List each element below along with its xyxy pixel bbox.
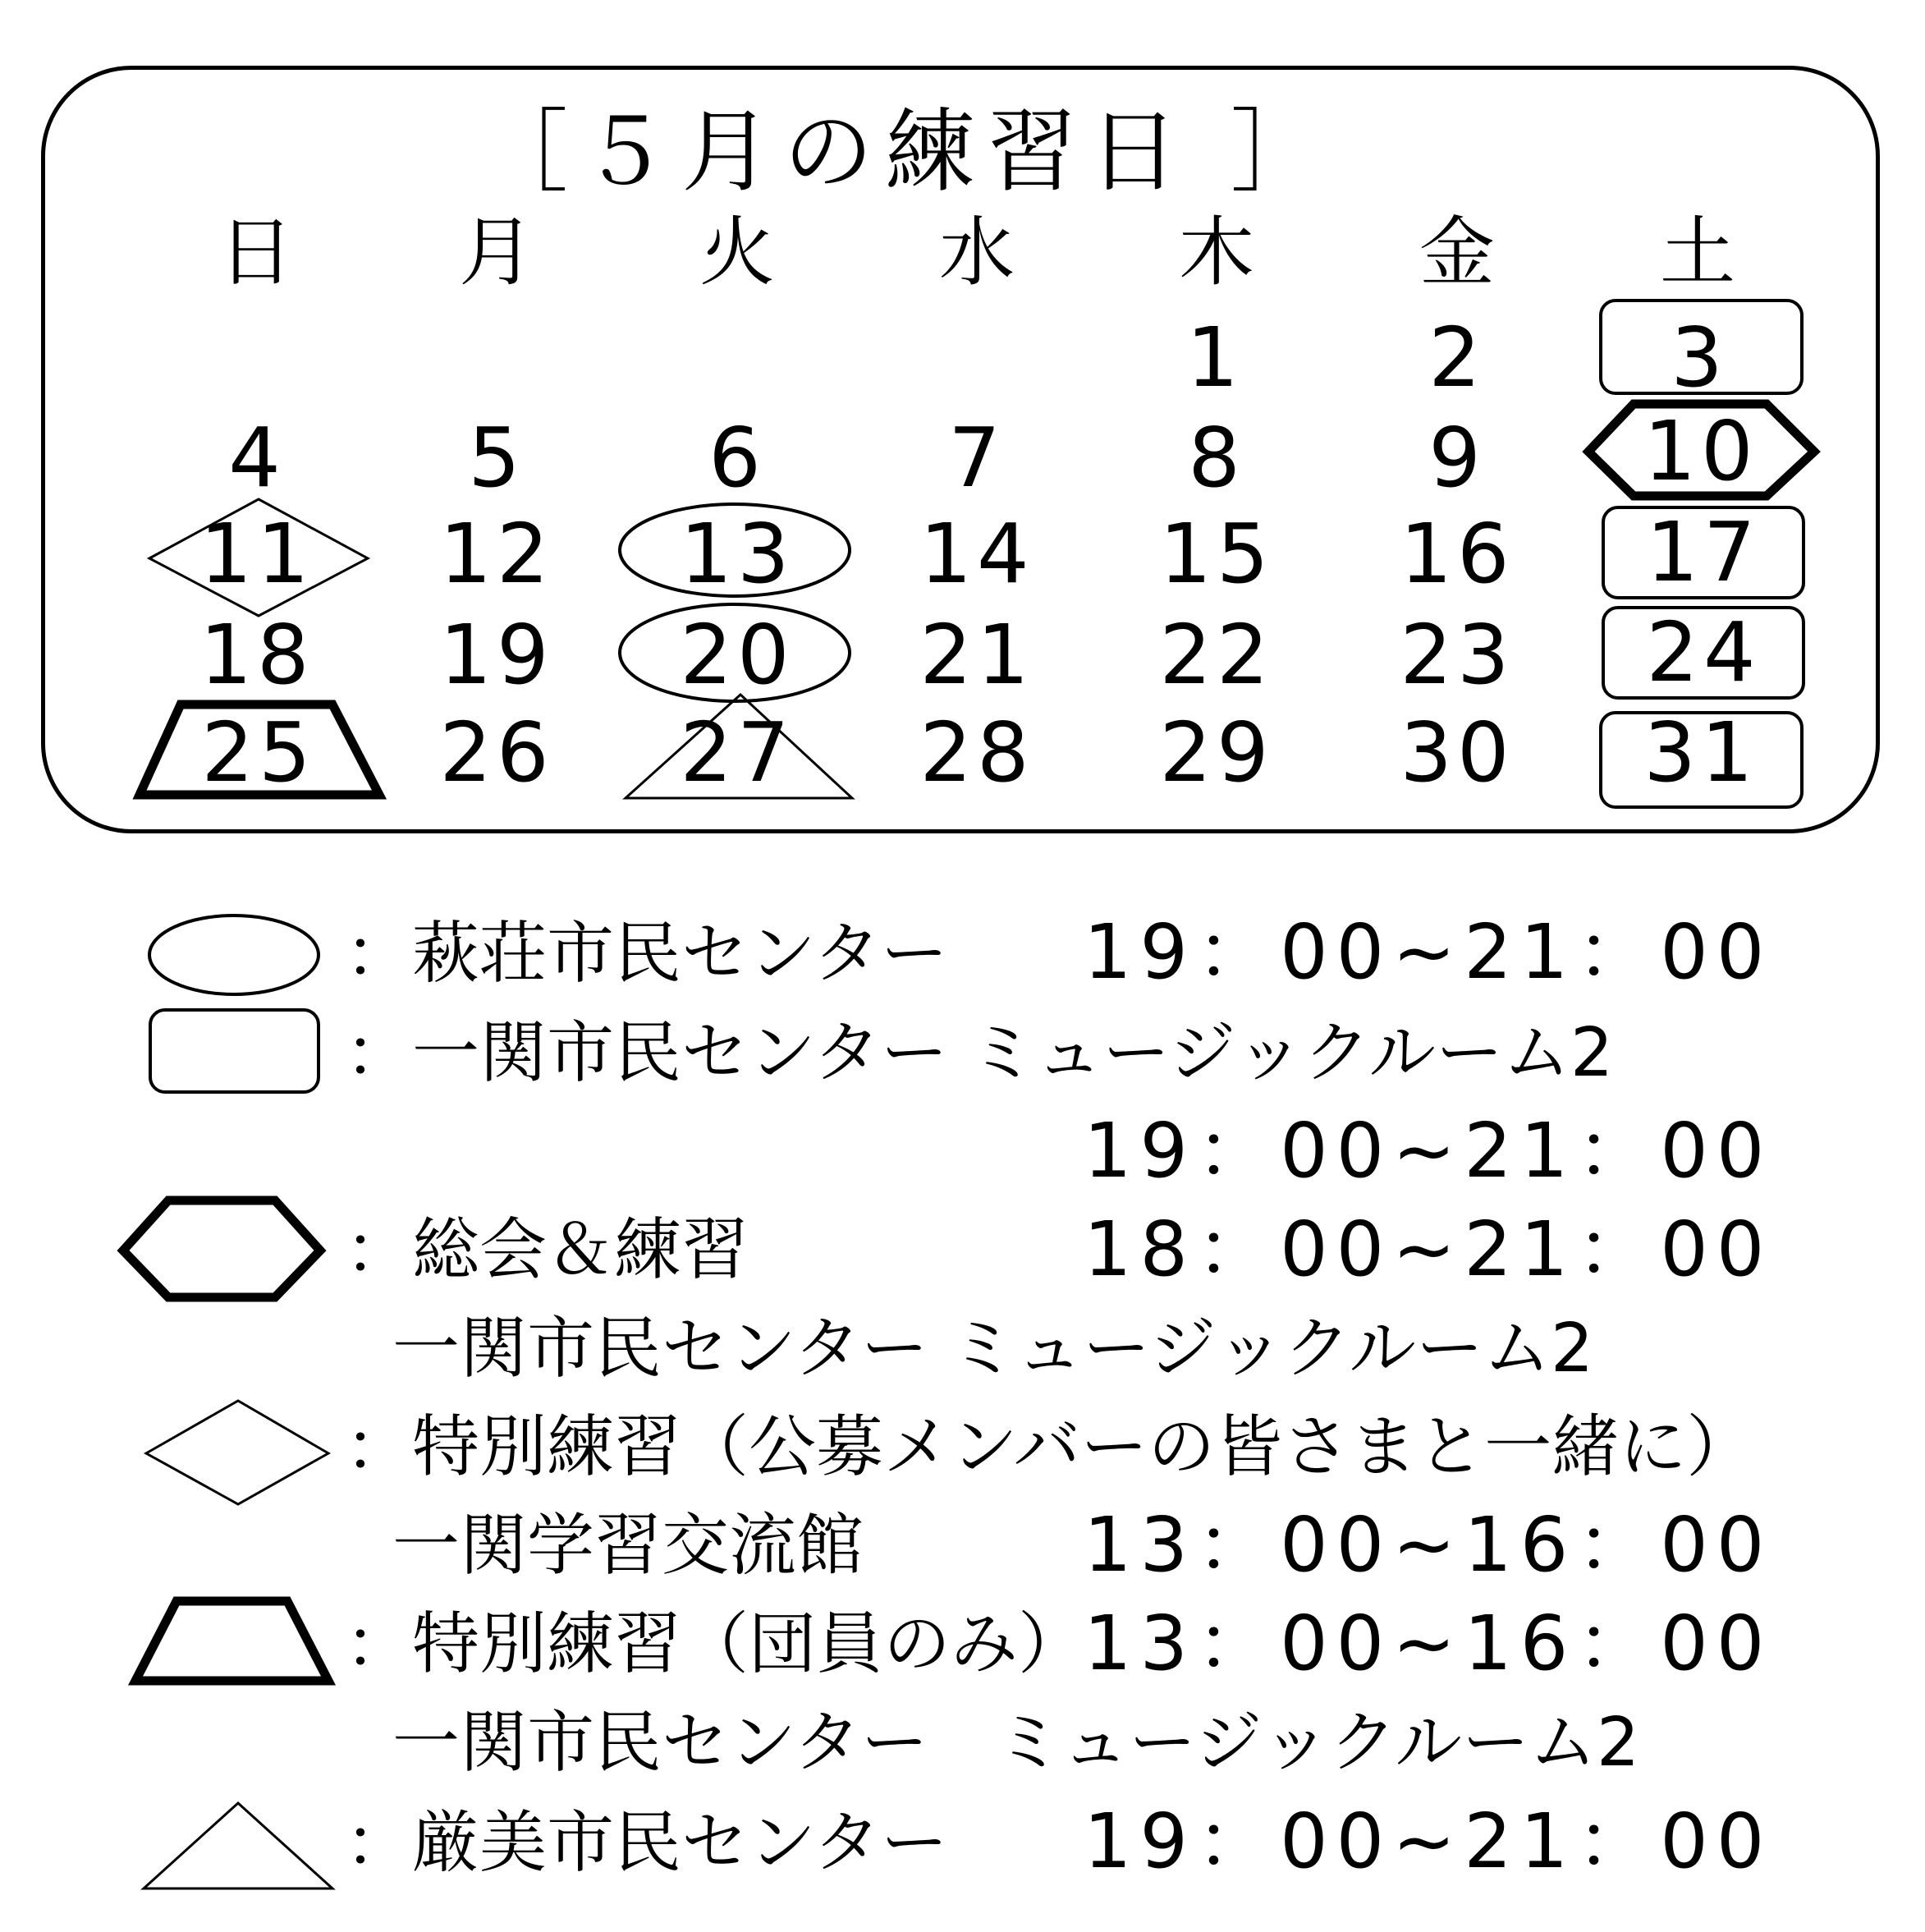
day-22[interactable]: 22 [1159,607,1274,703]
weekday-mon: 月 [458,209,534,296]
weekday-sun: 日 [218,209,294,296]
day-31[interactable]: 31 [1643,704,1758,801]
weekday-sat: 土 [1659,209,1735,296]
day-30[interactable]: 30 [1400,704,1515,801]
day-2[interactable]: 2 [1428,310,1486,406]
weekday-fri: 金 [1419,209,1495,296]
day-14[interactable]: 14 [919,506,1034,602]
day-5[interactable]: 5 [468,410,525,506]
day-26[interactable]: 26 [439,704,554,801]
legend-diamond-time: 13：00~16：00 [1084,1501,1773,1589]
legend-hexagon-label: ：総会＆練習 [345,1211,749,1289]
legend-trapezoid-location: 一関市民センター ミュージックルーム2 [392,1704,1640,1782]
day-21[interactable]: 21 [919,607,1034,703]
day-23[interactable]: 23 [1400,607,1515,703]
day-28[interactable]: 28 [919,704,1034,801]
day-6[interactable]: 6 [708,410,766,506]
day-10[interactable]: 10 [1643,403,1758,499]
legend-rounded-rect-label: ：一関市民センター ミュージックルーム2 [345,1014,1614,1092]
legend-diamond-location: 一関学習交流館 [392,1507,864,1585]
day-13[interactable]: 13 [680,506,795,602]
day-24[interactable]: 24 [1646,604,1761,700]
day-4[interactable]: 4 [228,410,286,506]
legend-trapezoid-time: 13：00~16：00 [1084,1599,1773,1687]
day-7[interactable]: 7 [948,410,1006,506]
day-27[interactable]: 27 [680,704,795,801]
legend-rounded-rect-icon [150,1010,319,1092]
day-3[interactable]: 3 [1671,310,1728,406]
day-12[interactable]: 12 [439,506,554,602]
legend-diamond-icon [146,1401,328,1504]
legend-trapezoid-icon [135,1601,328,1681]
legend-hexagon-location: 一関市民センター ミュージックルーム2 [392,1310,1594,1388]
legend-ellipse-icon [149,916,319,994]
day-1[interactable]: 1 [1186,310,1244,406]
day-8[interactable]: 8 [1188,410,1245,506]
day-15[interactable]: 15 [1159,506,1274,602]
legend-hexagon-icon [123,1200,320,1297]
weekday-tue: 火 [699,209,775,296]
day-16[interactable]: 16 [1400,506,1515,602]
day-18[interactable]: 18 [199,607,314,703]
day-11[interactable]: 11 [199,506,314,602]
day-29[interactable]: 29 [1159,704,1274,801]
day-17[interactable]: 17 [1646,504,1761,600]
legend-rounded-rect-time: 19：00~21：00 [1084,1107,1773,1195]
legend-triangle-label: ：厳美市民センター [345,1804,948,1882]
legend-triangle-icon [144,1803,332,1888]
day-9[interactable]: 9 [1428,410,1486,506]
legend-triangle-time: 19：00~21：00 [1084,1797,1773,1885]
weekday-wed: 水 [938,209,1015,296]
legend-trapezoid-label: ：特別練習（団員のみ） [345,1605,1086,1683]
legend-diamond-label: ：特別練習（公募メンバーの皆さまと一緒に） [345,1408,1754,1486]
calendar-title: ［５月の練習日 ］ [478,99,1332,204]
legend-hexagon-time: 18：00~21：00 [1084,1205,1773,1293]
day-19[interactable]: 19 [439,607,554,703]
day-20[interactable]: 20 [680,607,795,703]
weekday-thu: 木 [1178,209,1254,296]
legend-ellipse-label: ：萩荘市民センター [345,915,948,993]
legend-ellipse-time: 19：00~21：00 [1084,908,1773,996]
day-25[interactable]: 25 [201,704,316,801]
